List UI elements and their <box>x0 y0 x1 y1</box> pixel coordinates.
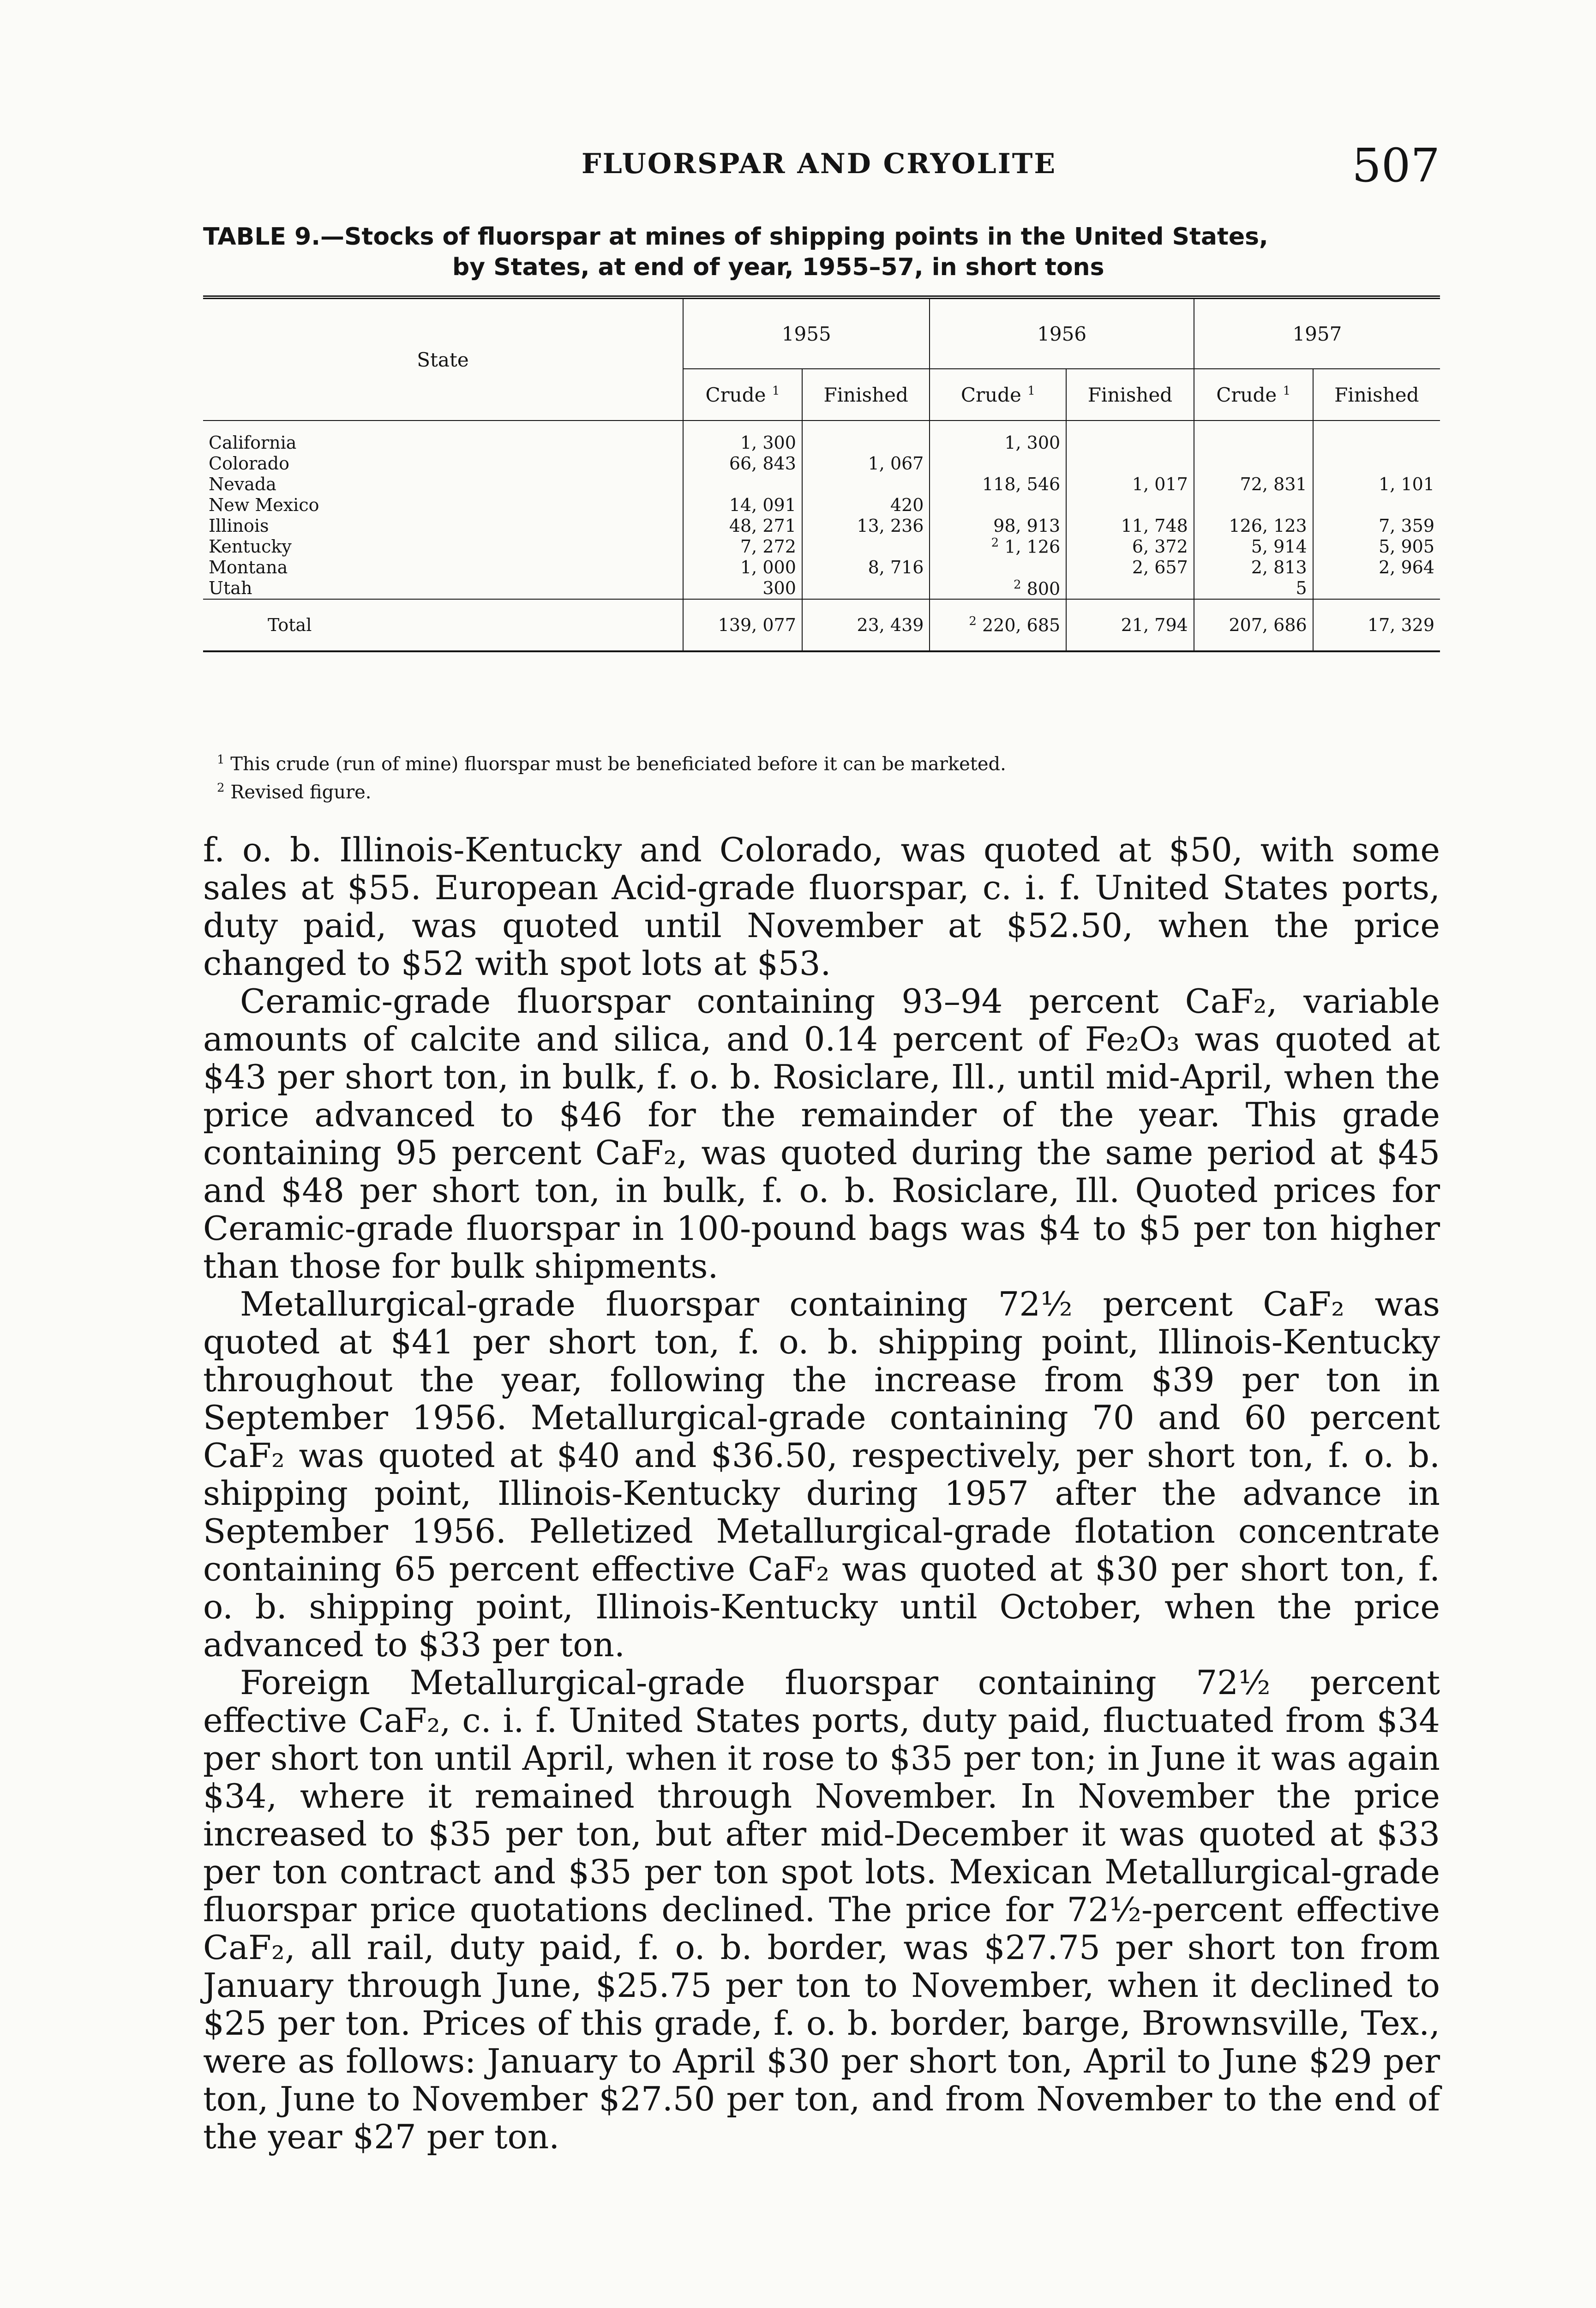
table-cell <box>802 421 930 453</box>
table-cell <box>930 494 1066 515</box>
caption-line-2: by States, at end of year, 1955–57, in short tons <box>452 253 1104 281</box>
page-number: 507 <box>1352 138 1440 192</box>
table-cell: 13, 236 <box>802 515 930 536</box>
paragraph: Foreign Metallurgical-grade fluorspar containing 72½ percent effective CaF₂, c. i. f. United States ports, duty paid, fluctuated from $34 per short ton until April, when it rose to $35 per ton; in June it was again $34, where it remained through November. In November the price increased to $35 per ton, but after mid-December it was quoted at $33 per ton contract and $35 per ton spot lots. Mexican Metallurgical-grade fluorspar price quotations declined. The price for 72½-percent effective CaF₂, all rail, duty paid, f. o. b. border, was $27.75 per short ton from January through June, $25.75 per ton to November, when it declined to $25 per ton. Prices of this grade, f. o. b. border, barge, Brownsville, Tex., were as follows: January to April $30 per short ton, April to June $29 per ton, June to November $27.50 per ton, and from November to the end of the year $27 per ton. <box>203 1663 1440 2156</box>
table-row-total <box>203 599 1440 651</box>
crude-header: Crude $^1$ <box>683 369 802 421</box>
state-name: Montana <box>209 557 288 578</box>
state-name: Nevada <box>209 474 276 494</box>
finished-header: Finished <box>802 369 930 421</box>
table-cell: 7, 272 <box>683 536 802 557</box>
table-cell: 1, 000 <box>683 557 802 578</box>
table-cell: 72, 831 <box>1194 474 1313 494</box>
table-cell: 1, 300 <box>683 421 802 453</box>
state-name: Utah <box>209 578 252 599</box>
caption-line-1: TABLE 9.—Stocks of fluorspar at mines of shipping points in the United States, <box>203 223 1268 251</box>
table-cell <box>802 578 930 600</box>
table-cell <box>1194 453 1313 474</box>
table-cell: 1, 067 <box>802 453 930 474</box>
table-cell: 48, 271 <box>683 515 802 536</box>
crude-header: Crude $^1$ <box>930 369 1066 421</box>
total-label: Total <box>203 599 683 651</box>
table-cell: 2, 813 <box>1194 557 1313 578</box>
state-name: California <box>209 432 297 453</box>
table-cell: 17, 329 <box>1313 599 1440 651</box>
table-cell <box>1194 421 1313 453</box>
table-row <box>203 578 1440 600</box>
crude-header: Crude $^1$ <box>1194 369 1313 421</box>
table-row <box>203 474 1440 494</box>
table-cell: 6, 372 <box>1066 536 1194 557</box>
table-cell: 14, 091 <box>683 494 802 515</box>
table-cell <box>1066 453 1194 474</box>
state-name: Kentucky <box>209 536 292 557</box>
table-cell <box>1313 578 1440 600</box>
table-cell: 420 <box>802 494 930 515</box>
table-cell: 139, 077 <box>683 599 802 651</box>
table-cell <box>1066 578 1194 600</box>
table-cell: 118, 546 <box>930 474 1066 494</box>
table-cell <box>683 474 802 494</box>
running-title: FLUORSPAR AND CRYOLITE <box>582 148 1057 180</box>
table-cell: 1, 101 <box>1313 474 1440 494</box>
table-cell: 300 <box>683 578 802 600</box>
year-header-1957: 1957 <box>1194 297 1440 369</box>
table-cell: 66, 843 <box>683 453 802 474</box>
table-cell: 8, 716 <box>802 557 930 578</box>
finished-header: Finished <box>1066 369 1194 421</box>
table-row <box>203 536 1440 557</box>
table-cell: 5, 905 <box>1313 536 1440 557</box>
table-cell: 1, 300 <box>930 421 1066 453</box>
table-cell: 126, 123 <box>1194 515 1313 536</box>
body-text <box>203 831 1440 2156</box>
table-footnotes <box>217 748 1440 805</box>
finished-header: Finished <box>1313 369 1440 421</box>
table-cell <box>1066 494 1194 515</box>
table-cell: 5, 914 <box>1194 536 1313 557</box>
table-cell: 1, 017 <box>1066 474 1194 494</box>
table-cell <box>1194 494 1313 515</box>
table-cell <box>930 453 1066 474</box>
page-header <box>203 138 1440 192</box>
table-cell: 11, 748 <box>1066 515 1194 536</box>
table-cell: 23, 439 <box>802 599 930 651</box>
state-column-header: State <box>203 297 683 421</box>
table-cell: 2, 964 <box>1313 557 1440 578</box>
table-cell: $^2$ 1, 126 <box>930 536 1066 557</box>
state-name: Colorado <box>209 453 290 474</box>
stocks-table <box>203 295 1440 652</box>
state-name: Illinois <box>209 515 269 536</box>
table-cell: $^2$ 800 <box>930 578 1066 600</box>
table-cell: 5 <box>1194 578 1313 600</box>
table-cell: 98, 913 <box>930 515 1066 536</box>
table-cell: 21, 794 <box>1066 599 1194 651</box>
paragraph: f. o. b. Illinois-Kentucky and Colorado, was quoted at $50, with some sales at $55. European Acid-grade fluorspar, c. i. f. United States ports, duty paid, was quoted until November at $52.50, when the price changed to $52 with spot lots at $53. <box>203 830 1440 983</box>
paragraph: Ceramic-grade fluorspar containing 93–94 percent CaF₂, variable amounts of calcite and silica, and 0.14 percent of Fe₂O₃ was quoted at $43 per short ton, in bulk, f. o. b. Rosiclare, Ill., until mid-April, when the price advanced to $46 for the remainder of the year. This grade containing 95 percent CaF₂, was quoted during the same period at $45 and $48 per short ton, in bulk, f. o. b. Rosiclare, Ill. Quoted prices for Ceramic-grade fluorspar in 100-pound bags was $4 to $5 per ton higher than those for bulk shipments. <box>203 982 1440 1286</box>
state-name: New Mexico <box>209 494 319 515</box>
table-caption <box>203 222 1440 282</box>
table-cell: 207, 686 <box>1194 599 1313 651</box>
table-row <box>203 515 1440 536</box>
table-cell: 7, 359 <box>1313 515 1440 536</box>
footnote-1: $^1$ This crude (run of mine) fluorspar must be beneficiated before it can be marketed. <box>217 753 1006 775</box>
table-cell <box>930 557 1066 578</box>
table-cell <box>1313 453 1440 474</box>
year-header-1956: 1956 <box>930 297 1194 369</box>
table-cell <box>1066 421 1194 453</box>
year-header-1955: 1955 <box>683 297 930 369</box>
table-cell <box>802 474 930 494</box>
table-cell: $^2$ 220, 685 <box>930 599 1066 651</box>
table-row <box>203 557 1440 578</box>
table-cell <box>1313 494 1440 515</box>
table-row <box>203 494 1440 515</box>
table-row <box>203 453 1440 474</box>
footnote-2: $^2$ Revised figure. <box>217 781 372 803</box>
table-cell <box>802 536 930 557</box>
table-cell <box>1313 421 1440 453</box>
paragraph: Metallurgical-grade fluorspar containing 72½ percent CaF₂ was quoted at $41 per short ton, f. o. b. shipping point, Illinois-Kentucky throughout the year, following the increase from $39 per ton in September 1956. Metallurgical-grade containing 70 and 60 percent CaF₂ was quoted at $40 and $36.50, respectively, per short ton, f. o. b. shipping point, Illinois-Kentucky during 1957 after the advance in September 1956. Pelletized Metallurgical-grade flotation concentrate containing 65 percent effective CaF₂ was quoted at $30 per short ton, f. o. b. shipping point, Illinois-Kentucky until October, when the price advanced to $33 per ton. <box>203 1285 1440 1664</box>
table-cell: 2, 657 <box>1066 557 1194 578</box>
table-row <box>203 421 1440 453</box>
